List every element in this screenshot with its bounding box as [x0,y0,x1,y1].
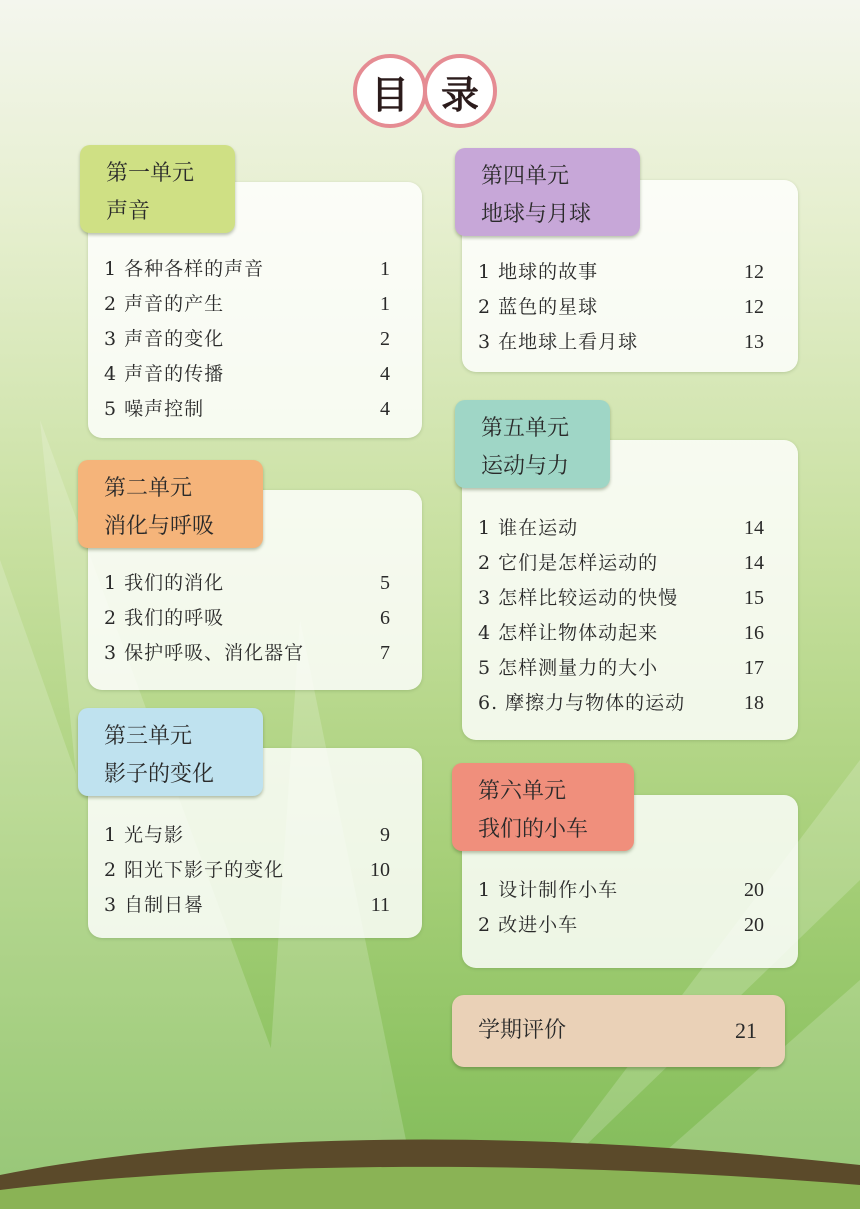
unit-2-tab [78,460,263,548]
unit-4-tab [455,148,640,236]
evaluation-page: 21 [735,1018,757,1043]
toc-item[interactable]: 2 它们是怎样运动的 14 [478,552,764,574]
unit-1-tab [80,145,235,233]
unit-1-name: 声音 [106,199,151,224]
unit-5-label: 第五单元 [481,416,570,441]
unit-6-name: 我们的小车 [478,817,589,842]
toc-item[interactable]: 2 蓝色的星球 12 [478,296,764,318]
toc-item[interactable]: 1 设计制作小车 20 [478,879,764,901]
page-title [350,54,500,128]
toc-item[interactable]: 3 怎样比较运动的快慢 15 [478,587,764,609]
unit-6-list [478,873,764,943]
toc-item[interactable]: 1 谁在运动 14 [478,517,764,539]
unit-3-label: 第三单元 [104,724,193,749]
unit-2-list [104,566,390,671]
unit-1-label: 第一单元 [106,161,195,186]
toc-item[interactable]: 3 自制日晷 11 [104,894,390,916]
toc-item[interactable]: 2 改进小车 20 [478,914,764,936]
unit-5-list [478,511,764,721]
unit-5-tab [455,400,610,488]
toc-item[interactable]: 1 光与影 9 [104,824,390,846]
toc-item[interactable]: 5 噪声控制 4 [104,398,390,420]
title-char-1: 目 [353,54,427,128]
toc-item[interactable]: 3 在地球上看月球 13 [478,331,764,353]
toc-item[interactable]: 4 声音的传播 4 [104,363,390,385]
toc-item[interactable]: 2 声音的产生 1 [104,293,390,315]
toc-item[interactable]: 1 我们的消化 5 [104,572,390,594]
unit-5-name: 运动与力 [481,454,570,479]
unit-4-name: 地球与月球 [481,202,592,227]
toc-item[interactable]: 2 我们的呼吸 6 [104,607,390,629]
semester-evaluation[interactable] [452,995,785,1067]
toc-item[interactable]: 3 声音的变化 2 [104,328,390,350]
toc-item[interactable]: 5 怎样测量力的大小 17 [478,657,764,679]
unit-3-name: 影子的变化 [104,762,215,787]
toc-item[interactable]: 4 怎样让物体动起来 16 [478,622,764,644]
evaluation-label: 学期评价 [478,1018,567,1043]
toc-item[interactable]: 1 各种各样的声音 1 [104,258,390,280]
unit-4-label: 第四单元 [481,164,570,189]
unit-1-list [104,252,390,427]
unit-2-label: 第二单元 [104,476,193,501]
toc-item[interactable]: 6. 摩擦力与物体的运动 18 [478,692,764,714]
unit-3-list [104,818,390,923]
unit-3-tab [78,708,263,796]
toc-item[interactable]: 2 阳光下影子的变化 10 [104,859,390,881]
unit-2-name: 消化与呼吸 [104,514,215,539]
toc-item[interactable]: 3 保护呼吸、消化器官 7 [104,642,390,664]
title-char-2: 录 [423,54,497,128]
unit-4-list [478,255,764,360]
toc-item[interactable]: 1 地球的故事 12 [478,261,764,283]
unit-6-label: 第六单元 [478,779,567,804]
unit-6-tab [452,763,634,851]
